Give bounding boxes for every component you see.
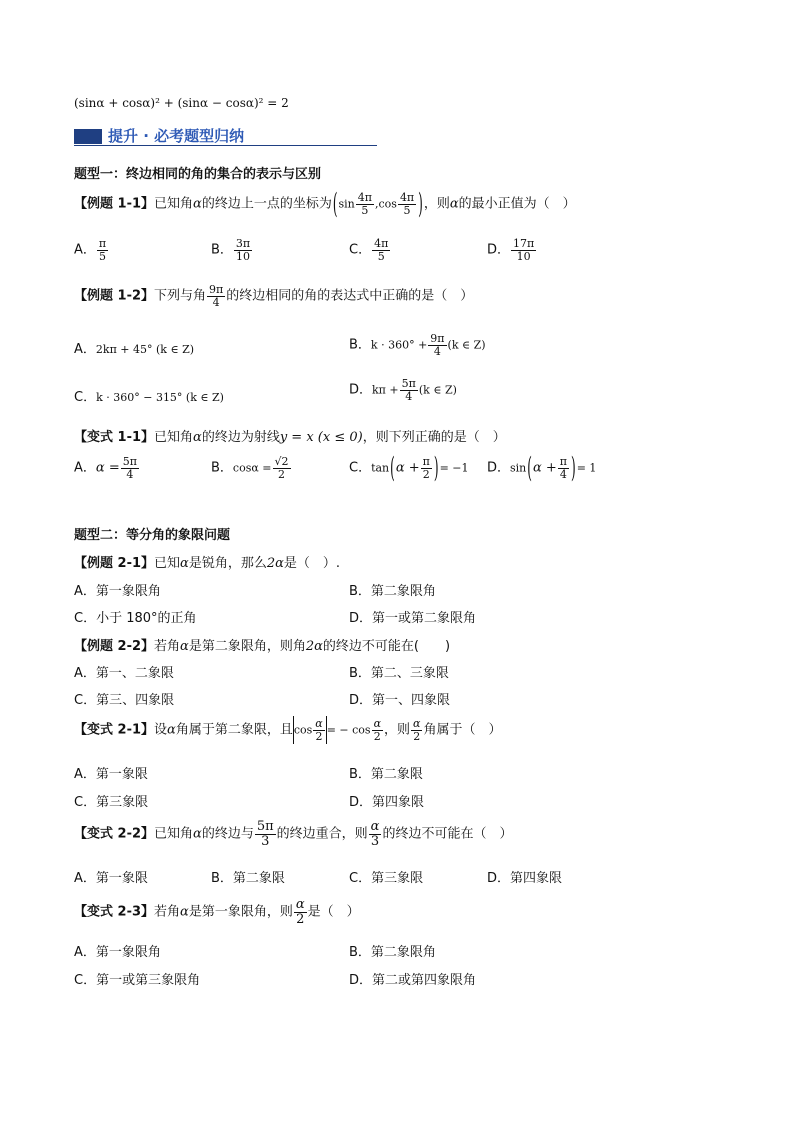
numerator: 5π (256, 819, 274, 834)
option-a[interactable]: A．第一象限角 (74, 584, 161, 599)
option-a[interactable] (74, 338, 194, 357)
option-d[interactable] (487, 238, 537, 262)
fraction (511, 238, 536, 262)
question-tag: 【例题 2-2】 (74, 639, 155, 654)
option-expr: k · 360° − 315° (k ∈ Z) (96, 391, 224, 404)
question-text: ，则下列正确的是（ ） (362, 430, 506, 445)
numerator: α (370, 819, 380, 834)
option-expr: α = (95, 460, 120, 476)
alpha-symbol: α (180, 639, 189, 654)
fraction (234, 238, 252, 262)
question-text: 的终边与 (201, 826, 254, 842)
option-label: C． (349, 460, 372, 476)
option-expr: tan (371, 461, 390, 475)
option-b[interactable]: B．第二象限 (211, 871, 285, 886)
option-c[interactable] (74, 386, 224, 405)
numerator: α (413, 716, 421, 730)
question-tag: 【例题 1-1】 (74, 196, 155, 212)
cos-label: cos (293, 723, 313, 737)
fraction (273, 456, 291, 480)
option-c[interactable] (349, 238, 391, 262)
denominator: 4 (212, 295, 220, 309)
alpha-symbol: α (193, 430, 202, 445)
comma: , (375, 197, 379, 211)
fraction (421, 456, 432, 480)
alpha-symbol: α (180, 556, 189, 571)
option-d[interactable]: D．第四象限 (487, 871, 563, 886)
fraction (411, 718, 422, 742)
option-expr: (k ∈ Z) (447, 338, 486, 352)
question-text: 的最小正值为（ ） (458, 196, 576, 212)
question-text: 若角 (154, 639, 181, 654)
numerator: 5π (122, 455, 137, 468)
option-label: A． (74, 460, 96, 476)
numerator: 9π (209, 283, 224, 296)
paren-right: ) (418, 187, 423, 221)
denominator: 4 (433, 344, 441, 358)
option-d[interactable]: D．第四象限 (349, 795, 425, 810)
ray-equation: y = x (x ≤ 0) (279, 430, 363, 445)
option-c[interactable]: C．第三象限 (349, 871, 424, 886)
option-expr: α + (532, 460, 557, 476)
denominator: 10 (236, 249, 251, 263)
question-text: 设 (154, 722, 168, 738)
denominator: 2 (413, 729, 421, 743)
numerator: π (422, 455, 430, 468)
option-c[interactable]: C．第三象限 (74, 795, 149, 810)
type1-heading: 题型一：终边相同的角的集合的表示与区别 (74, 167, 322, 182)
option-d[interactable] (487, 451, 597, 485)
denominator: 4 (559, 467, 567, 481)
option-b[interactable] (349, 333, 486, 357)
question-tag: 【例题 1-2】 (74, 288, 155, 304)
option-a[interactable]: A．第一象限角 (74, 945, 161, 960)
fraction (294, 898, 307, 926)
denominator: 2 (296, 911, 305, 927)
option-b[interactable] (211, 238, 253, 262)
question-text: 角属于第二象限，且 (175, 722, 293, 738)
question-tag: 【例题 2-1】 (74, 556, 155, 571)
variant-2-1 (74, 716, 501, 744)
fraction (255, 820, 276, 848)
numerator: 5π (401, 377, 416, 390)
question-text: ，则 (384, 722, 411, 738)
paren-left: ( (527, 451, 532, 485)
question-text: 是（ ）. (283, 556, 341, 571)
variant-2-2 (74, 820, 512, 848)
fraction (558, 456, 569, 480)
denominator: 5 (99, 249, 107, 263)
question-text: 已知 (154, 556, 181, 571)
option-d[interactable]: D．第一或第二象限角 (349, 611, 477, 626)
option-c[interactable] (349, 451, 469, 485)
denominator: 3 (370, 833, 380, 849)
option-expr: 2kπ + 45° (k ∈ Z) (95, 343, 195, 356)
type2-heading: 题型二：等分角的象限问题 (74, 528, 231, 543)
numerator: 4π (357, 191, 372, 204)
fraction (400, 378, 418, 402)
alpha-symbol: α (167, 722, 176, 738)
alpha-symbol: α (449, 196, 459, 212)
option-expr: = 1 (576, 461, 597, 475)
question-text: 的终边相同的角的表达式中正确的是（ ） (226, 288, 474, 304)
two-alpha: 2α (305, 639, 323, 654)
option-expr: α + (395, 460, 420, 476)
fraction (428, 333, 446, 357)
option-b[interactable]: B．第二、三象限 (349, 666, 449, 681)
option-label: C． (74, 390, 97, 405)
variant-2-3 (74, 898, 360, 926)
question-text: 若角 (154, 904, 181, 920)
example-2-1 (74, 552, 340, 571)
variant-1-1 (74, 426, 506, 445)
option-expr: kπ + (372, 383, 399, 397)
fraction (207, 284, 225, 308)
question-text: 是（ ） (307, 904, 360, 920)
option-label: D． (349, 382, 373, 398)
fraction (121, 456, 139, 480)
question-text: 的终边重合，则 (276, 826, 368, 842)
question-text: 的终边为射线 (201, 430, 280, 445)
option-label: B． (211, 242, 233, 258)
identity-formula: (sinα + cosα)² + (sinα − cosα)² = 2 (74, 96, 289, 110)
option-a[interactable] (74, 238, 109, 262)
fraction (398, 192, 416, 216)
option-a[interactable]: A．第一、二象限 (74, 666, 174, 681)
numerator: α (373, 716, 381, 730)
numerator: 4π (374, 237, 389, 250)
option-expr: cosα = (232, 461, 272, 475)
question-tag: 【变式 2-1】 (74, 722, 155, 738)
question-text: 角属于（ ） (423, 722, 502, 738)
option-label: A． (74, 242, 96, 258)
fraction (372, 718, 383, 742)
fraction (97, 238, 108, 262)
denominator: 2 (422, 467, 430, 481)
banner-bar (74, 129, 102, 144)
option-d[interactable]: D．第一、四象限 (349, 693, 451, 708)
alpha-symbol: α (180, 904, 189, 920)
question-text: 已知角 (154, 430, 194, 445)
option-expr: k · 360° + (370, 338, 428, 352)
option-label: B． (211, 460, 233, 476)
option-b[interactable]: B．第二象限角 (349, 945, 436, 960)
numerator: √2 (274, 455, 289, 468)
option-c[interactable]: C．第三、四象限 (74, 693, 175, 708)
denominator: 2 (373, 729, 381, 743)
option-b[interactable]: B．第二象限角 (349, 584, 436, 599)
option-label: A． (74, 342, 96, 357)
fraction (372, 238, 390, 262)
question-text: ，则 (423, 196, 450, 212)
option-expr: (k ∈ Z) (418, 383, 457, 397)
option-a[interactable]: A．第一象限 (74, 767, 148, 782)
option-expr: = −1 (439, 461, 469, 475)
option-a[interactable]: A．第一象限 (74, 871, 148, 886)
option-expr: sin (510, 461, 527, 475)
paren-right: ) (433, 451, 439, 485)
option-label: D． (487, 242, 511, 258)
option-d[interactable]: D．第二或第四象限角 (349, 973, 477, 988)
section-banner-title: 提升 · 必考题型归纳 (108, 127, 245, 145)
question-tag: 【变式 2-2】 (74, 826, 155, 842)
question-text: 下列与角 (154, 288, 207, 304)
alpha-symbol: α (193, 196, 202, 212)
numerator: 4π (399, 191, 415, 204)
option-label: C． (349, 242, 372, 258)
fraction (369, 820, 382, 848)
question-text: 的终边上一点的坐标为 (201, 196, 332, 212)
denominator: 10 (516, 249, 531, 263)
alpha-symbol: α (193, 826, 202, 842)
question-text: 是第二象限角，则角 (188, 639, 306, 654)
numerator: α (315, 716, 323, 730)
denominator: 5 (361, 203, 369, 217)
numerator: π (559, 455, 567, 468)
numerator: 17π (513, 237, 535, 250)
question-text: 的终边不可能在( ) (322, 639, 451, 654)
denominator: 4 (405, 389, 413, 403)
option-c[interactable]: C．第一或第三象限角 (74, 973, 201, 988)
paren-right: ) (571, 451, 576, 485)
option-c[interactable]: C．小于 180°的正角 (74, 611, 197, 626)
option-a[interactable] (74, 456, 140, 480)
numerator: π (98, 237, 107, 250)
example-1-2 (74, 284, 473, 308)
example-2-2 (74, 635, 450, 654)
numerator: α (295, 897, 305, 912)
numerator: 3π (235, 237, 251, 250)
question-tag: 【变式 1-1】 (74, 430, 155, 445)
denominator: 3 (261, 833, 270, 849)
paren-left: ( (332, 187, 338, 221)
equation-text: = − cos (326, 723, 371, 737)
cos-label: cos (378, 197, 397, 211)
question-text: 已知角 (154, 826, 194, 842)
option-b[interactable] (211, 456, 292, 480)
question-tag: 【变式 2-3】 (74, 904, 155, 920)
paren-left: ( (390, 451, 395, 485)
sin-label: sin (338, 197, 355, 211)
option-label: B． (349, 337, 371, 353)
example-1-1 (74, 187, 576, 221)
denominator: 2 (315, 729, 323, 743)
question-text: 是锐角，那么 (188, 556, 267, 571)
question-text: 的终边不可能在（ ） (382, 826, 513, 842)
denominator: 4 (126, 467, 134, 481)
option-d[interactable] (349, 378, 457, 402)
fraction (313, 718, 324, 742)
denominator: 5 (377, 249, 385, 263)
question-text: 是第一象限角，则 (188, 904, 293, 920)
numerator: 9π (430, 332, 445, 345)
option-b[interactable]: B．第二象限 (349, 767, 423, 782)
denominator: 5 (403, 203, 411, 217)
question-text: 已知角 (154, 196, 194, 212)
denominator: 2 (278, 467, 285, 481)
option-label: D． (487, 460, 511, 476)
two-alpha: 2α (266, 556, 284, 571)
fraction (356, 192, 374, 216)
